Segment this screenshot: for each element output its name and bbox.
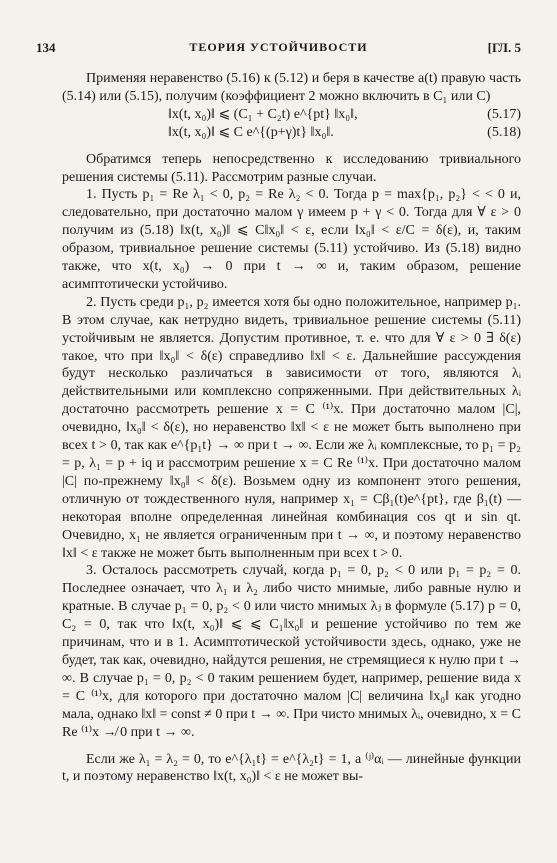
paragraph-case-1: 1. Пусть p₁ = Re λ₁ < 0, p₂ = Re λ₂ < 0. Тогда p = max{p₁, p₂} < < 0 и, следовательно, при достаточно малом γ имеем p + γ < 0. Тогда для ∀ ε > 0 получим из (5.18) ‖x(t, x₀)‖ ⩽ C‖x₀‖ < ε, если ‖x₀‖ < ε/C = δ(ε), и, таким образом, тривиальное решение системы (5.11) устойчиво. Из (5.18) видно также, что x(t, x₀) → 0 при t → ∞ и, таким образом, решение асимптотически устойчиво. xyxy=(62,187,521,292)
paragraph-cases-intro: Обратимся теперь непосредственно к исследованию тривиального решения системы (5.11). Рассмотрим разные случаи. xyxy=(62,151,521,185)
paragraph-intro: Применяя неравенство (5.16) к (5.12) и беря в качестве a(t) правую часть (5.14) или (5.15), получим (коэффициент 2 можно включить в C₁ или C) xyxy=(62,71,521,104)
page-header xyxy=(36,40,521,60)
equation-number: (5.17) xyxy=(487,106,521,122)
chapter-marker: [ГЛ. 5 xyxy=(487,40,521,55)
paragraph-case-2: 2. Пусть среди p₁, p₂ имеется хотя бы одно положительное, например p₁. В этом случае, как нетрудно видеть, тривиальное решение системы (5.11) устойчивым не является. Допустим противное, т. е. что для ∀ ε > 0 ∃ δ(ε) такое, что при ‖x₀‖ < δ(ε) справедливо ‖x‖ < ε. Дальнейшие рассуждения будут несколько различаться в зависимости от того, являются λᵢ действительными или комплексно сопряженными. При действительных λᵢ достаточно рассмотреть решение x = C ⁽¹⁾x. При достаточно малом |C|, очевидно, ‖x₀‖ < δ(ε), но неравенство ‖x‖ < ε не может быть выполнено при всех t > 0, так как e^{p₁t} → ∞ при t → ∞. Если же λᵢ комплексные, то p₁ = p₂ = p, λ₁ = p + iq и рассмотрим решение x = C Re ⁽¹⁾x. При достаточно малом |C| по-прежнему ‖x₀‖ < δ(ε). Возьмем одну из компонент этого решения, отличную от тождественного нуля, например x₁ = Cβ₁(t)e^{pt}, где β₁(t) — некоторая вполне определенная линейная комбинация cos qt и sin qt. Очевидно, x₁ не является ограниченным при t → ∞, и поэтому неравенство ‖x‖ < ε также не может быть выполненным при всех t > 0. xyxy=(62,294,521,561)
equation-number: (5.18) xyxy=(487,124,521,140)
running-title: ТЕОРИЯ УСТОЙЧИВОСТИ xyxy=(189,40,368,54)
page-body xyxy=(62,70,521,786)
paragraph-double-zero: Если же λ₁ = λ₂ = 0, то e^{λ₁t} = e^{λ₂t} = 1, а ⁽ʲ⁾αᵢ — линейные функции t, и поэтому неравенство ‖x(t, x₀)‖ < ε не может вы- xyxy=(62,751,521,785)
paragraph-case-3: 3. Осталось рассмотреть случай, когда p₁ = 0, p₂ < 0 или p₁ = p₂ = 0. Последнее означает, что λ₁ и λ₂ либо чисто мнимые, либо равные нулю и кратные. В случае p₁ = 0, p₂ < 0 или чисто мнимых λⱼ в формуле (5.17) p = 0, C₂ = 0, так что ‖x(t, x₀)‖ ⩽ ⩽ C₁‖x₀‖ и решение устойчиво по тем же причинам, что и в 1. Асимптотической устойчивости здесь, однако, уже не будет, так как, очевидно, найдутся решения, не стремящиеся к нулю при t → ∞. В случае p₁ = 0, p₂ < 0 таким решением будет, например, решение вида x = C ⁽¹⁾x, для которого при достаточно малом |C| величина ‖x₀‖ как угодно мала, однако ‖x‖ = const ≠ 0 при t → ∞. При чисто мнимых λᵢ, очевидно, x = C Re ⁽¹⁾x ↛ 0 при t → ∞. xyxy=(62,563,521,740)
page-number: 134 xyxy=(36,40,56,55)
equation-expression: ‖x(t, x₀)‖ ⩽ C e^{(p+γ)t} ‖x₀‖. xyxy=(168,124,334,140)
equation-expression: ‖x(t, x₀)‖ ⩽ (C₁ + C₂t) e^{pt} ‖x₀‖, xyxy=(168,106,358,122)
equation-5-17 xyxy=(62,106,521,124)
equation-5-18 xyxy=(62,124,521,142)
